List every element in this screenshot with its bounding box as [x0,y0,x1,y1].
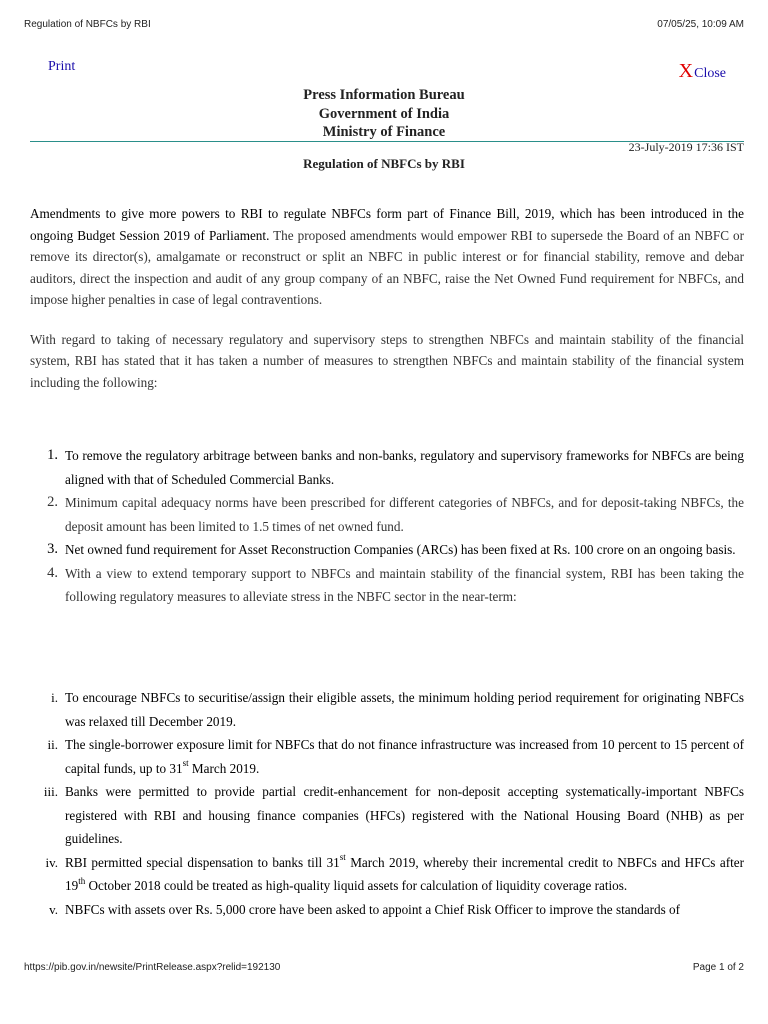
list-item [30,562,744,609]
paragraph-1-rest: The proposed amendments would empower RBI to supersede the Board of an NBFC or remove its director(s), amalgamate or reconstruct or split an NBFC in public interest or for financial stability, remove and debar auditors, direct the inspection and audit of any group company of an NBFC, raise the Net Owned Fund requirement for NBFCs, and impose higher penalties in case of legal contraventions. [30,227,744,307]
paragraph-1-lead: Amendments to give more powers to RBI to regulate NBFCs form part of Finance Bill, 2019, which has been introduced in the ongoing Budget Session 2019 of Parliament. [30,206,744,243]
list-item [30,851,744,898]
list-item [30,898,744,922]
list-item [30,444,744,491]
list-marker: ii. [47,737,58,752]
list-item-text-cont: October 2018 could be treated as high-quality liquid assets for calculation of liquidity coverage ratios. [85,878,628,893]
agency-line-1: Press Information Bureau [303,87,465,103]
page-number: Page 1 of 2 [692,962,744,973]
list-item [30,686,744,733]
list-item-text: To remove the regulatory arbitrage between banks and non-banks, regulatory and supervisory frameworks for NBFCs are being aligned with that of Scheduled Commercial Banks. [65,448,744,487]
list-item-text: To encourage NBFCs to securitise/assign their eligible assets, the minimum holding period requirement for originating NBFCs was relaxed till December 2019. [65,690,744,729]
list-item-text-cont: March 2019, whereby their incremental credit to NBFCs and HFCs after 19 [65,854,744,893]
list-marker: 4. [47,564,58,581]
superscript: st [339,852,346,863]
list-item-text: With a view to extend temporary support to NBFCs and maintain stability of the financial system, RBI has been taking the following regulatory measures to alleviate stress in the NBFC sector in the near-term: [65,565,744,604]
list-item-text: Banks were permitted to provide partial credit-enhancement for non-deposit accepting systematically-important NBFCs registered with RBI and housing finance companies (HFCs) registered with the National Housing Board (NHB) as per guidelines. [65,784,744,846]
list-marker: v. [49,901,58,917]
sub-measures-list [30,686,744,921]
list-marker: 1. [47,447,58,463]
list-marker: iv. [45,854,58,870]
agency-header [0,86,768,142]
list-marker: i. [51,690,58,705]
paragraph-2: With regard to taking of necessary regulatory and supervisory steps to strengthen NBFCs and maintain stability of the financial system, RBI has stated that it has taken a number of measures to strengthen NBFCs and maintain stability of the financial system including the following: [30,331,744,390]
list-item [30,491,744,538]
list-marker: 3. [47,541,58,557]
superscript: th [78,875,86,886]
list-item [30,780,744,851]
agency-line-2: Government of India [318,105,450,122]
agency-line-3: Ministry of Finance [322,124,446,140]
list-item-text: NBFCs with assets over Rs. 5,000 crore have been asked to appoint a Chief Risk Officer to improve the standards of [65,901,681,917]
list-item-text: RBI permitted special dispensation to banks till 31 [65,854,340,870]
superscript: st [182,758,189,769]
release-title: Regulation of NBFCs by RBI [303,156,465,171]
list-item-text-cont: March 2019. [188,760,260,776]
list-item-text: Minimum capital adequacy norms have been prescribed for different categories of NBFCs, and for deposit-taking NBFCs, the deposit amount has been limited to 1.5 times of net owned fund. [65,495,744,534]
close-label: Close [694,66,726,81]
browser-page-title: Regulation of NBFCs by RBI [24,19,151,30]
list-marker: iii. [43,784,58,799]
list-item-text: The single-borrower exposure limit for NBFCs that do not finance infrastructure was increased from 10 percent to 15 percent of capital funds, up to 31 [65,737,744,776]
measures-list [30,444,744,609]
list-item [30,538,744,562]
release-body [30,203,744,393]
list-marker: 2. [47,494,58,510]
close-button[interactable] [679,60,726,83]
footer-url: https://pib.gov.in/newsite/PrintRelease.aspx?relid=192130 [24,962,281,973]
list-item-text: Net owned fund requirement for Asset Reconstruction Companies (ARCs) has been fixed at Rs. 100 crore on an ongoing basis. [65,542,736,557]
print-link[interactable]: Print [48,59,76,74]
release-timestamp: 23-July-2019 17:36 IST [628,140,744,154]
close-icon: X [678,60,694,82]
paragraph-1 [30,203,744,311]
list-item [30,733,744,780]
browser-datetime: 07/05/25, 10:09 AM [657,19,744,30]
